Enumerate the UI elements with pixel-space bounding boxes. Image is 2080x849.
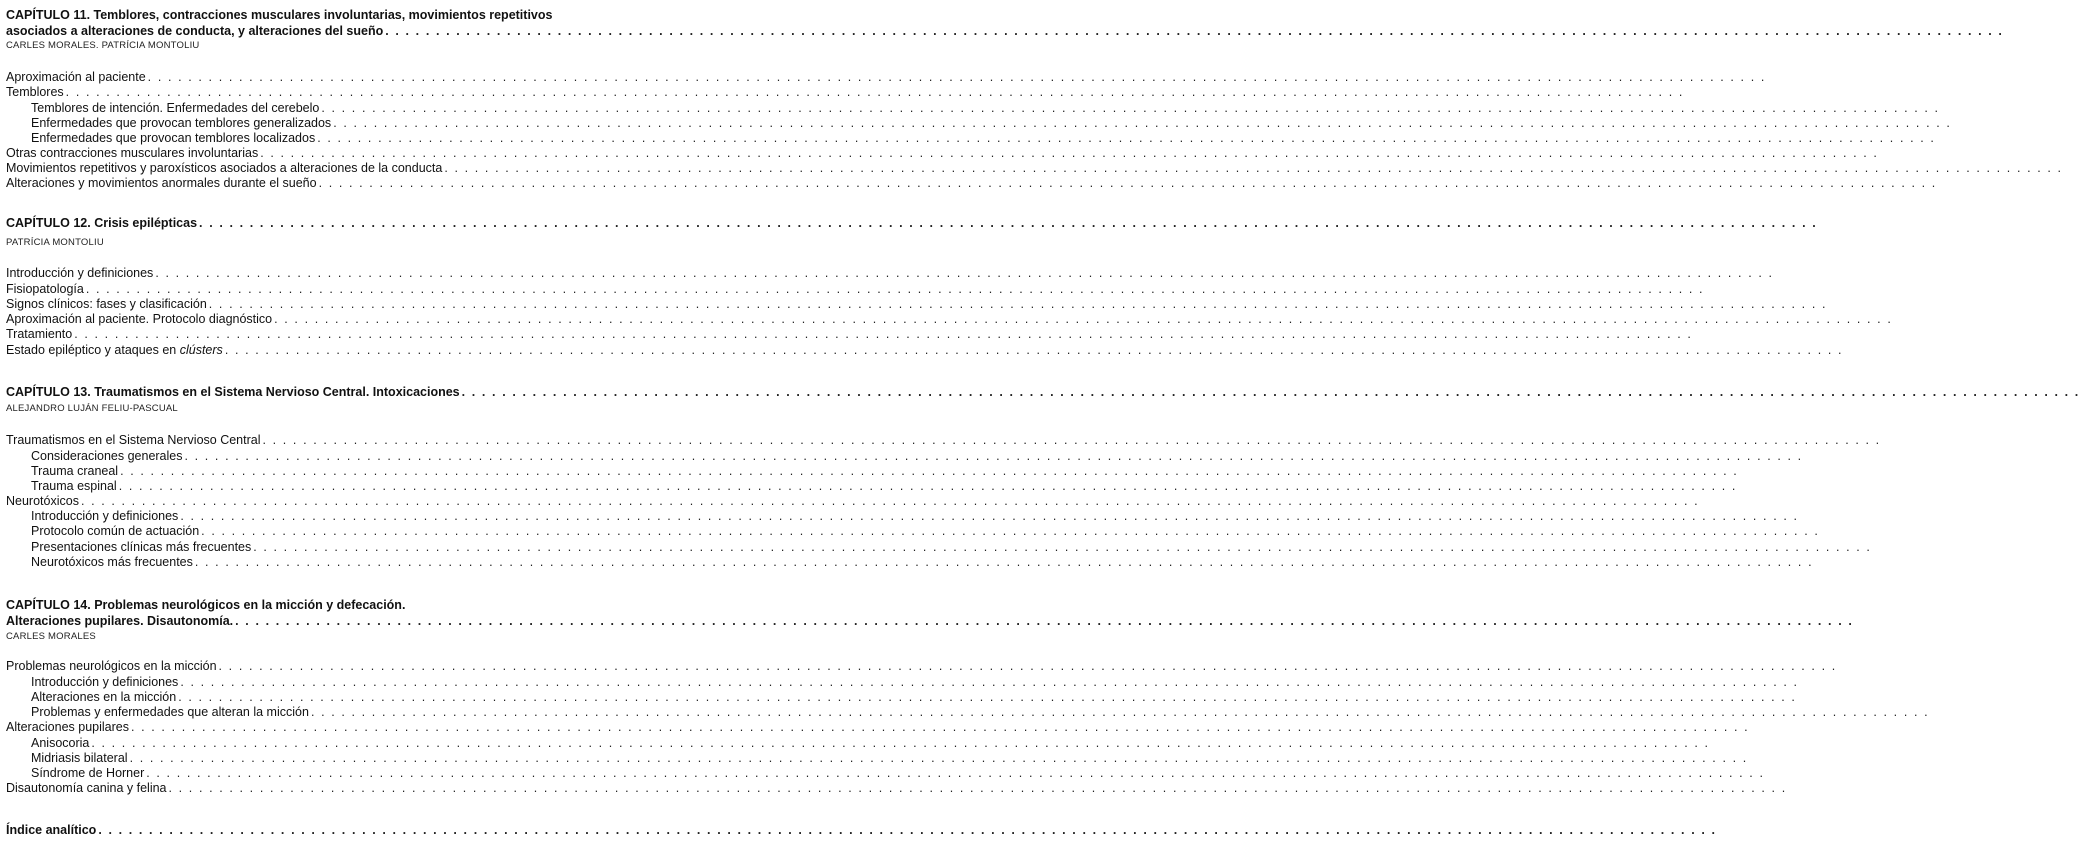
dot-leader: . . . . . . . . . . . . . . . . . . . . . . . . . . . . . . . . . . . . . . . . . . . . . . . . . . . . . . . . . . . . . . . . . . . . . . . . . . . . . . . . . . . . . . . . . . . . . . . . . . . . . . . . . . . . . . . . . . . . . . . . . . . . . . . . . . . . . . . . . . . . . . . . . . . . . . . . . . . . . . . .	[385, 24, 2004, 38]
index-entry-text: Índice analítico	[6, 823, 97, 837]
toc-entry	[0, 720, 1750, 735]
toc-entry	[0, 297, 1828, 312]
chapter-title-line	[0, 385, 2080, 400]
dot-leader: . . . . . . . . . . . . . . . . . . . . . . . . . . . . . . . . . . . . . . . . . . . . . . . . . . . . . . . . . . . . . . . . . . . . . . . . . . . . . . . . . . . . . . . . . . . . . . . . . . . . . . . . . . . . . . . . . . . . . . . . . . . . . . . . . . . . . . . . . . . . . . . . . . . . . . . . . . . . . . . .	[194, 555, 1814, 569]
dot-leader: . . . . . . . . . . . . . . . . . . . . . . . . . . . . . . . . . . . . . . . . . . . . . . . . . . . . . . . . . . . . . . . . . . . . . . . . . . . . . . . . . . . . . . . . . . . . . . . . . . . . . . . . . . . . . . . . . . . . . . . . . . . . . . . . . . . . . . . . . . . . . . . . . . . . . . . . . . . . . . . .	[146, 766, 1765, 780]
toc-entry-text: Fisiopatología	[6, 282, 84, 296]
toc-entry	[0, 705, 1930, 720]
toc-entry	[0, 781, 1787, 796]
dot-leader: . . . . . . . . . . . . . . . . . . . . . . . . . . . . . . . . . . . . . . . . . . . . . . . . . . . . . . . . . . . . . . . . . . . . . . . . . . . . . . . . . . . . . . . . . . . . . . . . . . . . . . . . . . . . . . . . . . . . . . . . . . . . . . . . . . . . . . . . . . . . . . . . . . . . . . . . . . . . . . . .	[310, 705, 1930, 719]
toc-entry-text: Otras contracciones musculares involuntarias	[6, 146, 259, 160]
toc-entry	[0, 312, 1893, 327]
dot-leader: . . . . . . . . . . . . . . . . . . . . . . . . . . . . . . . . . . . . . . . . . . . . . . . . . . . . . . . . . . . . . . . . . . . . . . . . . . . . . . . . . . . . . . . . . . . . . . . . . . . . . . . . . . . . . . . . . . . . . . . . . . . . . . . . . . . . . . . . . . . . . . . . . . . . . . . . . . . . . . . .	[120, 464, 1739, 478]
toc-entry-text: Signos clínicos: fases y clasificación	[6, 297, 207, 311]
dot-leader: . . . . . . . . . . . . . . . . . . . . . . . . . . . . . . . . . . . . . . . . . . . . . . . . . . . . . . . . . . . . . . . . . . . . . . . . . . . . . . . . . . . . . . . . . . . . . . . . . . . . . . . . . . . . . . . . . . . . . . . . . . . . . . . . . . . . . . . . . . . . . . . . . . . . . . . . . . . . . . . .	[224, 343, 1844, 357]
toc-entry	[0, 327, 1693, 342]
dot-leader: . . . . . . . . . . . . . . . . . . . . . . . . . . . . . . . . . . . . . . . . . . . . . . . . . . . . . . . . . . . . . . . . . . . . . . . . . . . . . . . . . . . . . . . . . . . . . . . . . . . . . . . . . . . . . . . . . . . . . . . . . . . . . . . . . . . . . . . . . . . . . . . . . . . . . . . . . . . . . . . .	[129, 751, 1748, 765]
toc-entry-text: Enfermedades que provocan temblores generalizados	[31, 116, 332, 130]
chapter-title-line	[0, 8, 600, 23]
toc-entry	[0, 343, 1844, 358]
dot-leader: . . . . . . . . . . . . . . . . . . . . . . . . . . . . . . . . . . . . . . . . . . . . . . . . . . . . . . . . . . . . . . . . . . . . . . . . . . . . . . . . . . . . . . . . . . . . . . . . . . . . . . . . . . . . . . . . . . . . . . . . . . . . . . . . . . . . . . . . . . . . . . . . . . . . . . . . . . . . . . . .	[235, 614, 1854, 628]
chapter-authors: ALEJANDRO LUJÁN FELIU-PASCUAL	[6, 403, 178, 414]
toc-entry-text: Aproximación al paciente	[6, 70, 146, 84]
chapter-title-line-text: Alteraciones pupilares. Disautonomía.	[6, 614, 234, 628]
toc-entry-text: Alteraciones en la micción	[31, 690, 177, 704]
dot-leader: . . . . . . . . . . . . . . . . . . . . . . . . . . . . . . . . . . . . . . . . . . . . . . . . . . . . . . . . . . . . . . . . . . . . . . . . . . . . . . . . . . . . . . . . . . . . . . . . . . . . . . . . . . . . . . . . . . . . . . . . . . . . . . . . . . . . . . . . . . . . . . . . . . . . . . . . . . . . . . . .	[91, 736, 1710, 750]
dot-leader: . . . . . . . . . . . . . . . . . . . . . . . . . . . . . . . . . . . . . . . . . . . . . . . . . . . . . . . . . . . . . . . . . . . . . . . . . . . . . . . . . . . . . . . . . . . . . . . . . . . . . . . . . . . . . . . . . . . . . . . . . . . . . . . . . . . . . . . . . . . . . . . . . . . . . . . . . . . . . . . .	[461, 385, 2080, 399]
dot-leader: . . . . . . . . . . . . . . . . . . . . . . . . . . . . . . . . . . . . . . . . . . . . . . . . . . . . . . . . . . . . . . . . . . . . . . . . . . . . . . . . . . . . . . . . . . . . . . . . . . . . . . . . . . . . . . . . . . . . . . . . . . . . . . . . . . . . . . . . . . . . . . . . . . . . . . . . . . . . . . . .	[201, 524, 1820, 538]
dot-leader: . . . . . . . . . . . . . . . . . . . . . . . . . . . . . . . . . . . . . . . . . . . . . . . . . . . . . . . . . . . . . . . . . . . . . . . . . . . . . . . . . . . . . . . . . . . . . . . . . . . . . . . . . . . . . . . . . . . . . . . . . . . . . . . . . . . . . . . . . . . . . . . . . . . . . . . . . . . . . . . .	[199, 216, 1818, 230]
chapter-authors: PATRÍCIA MONTOLIU	[6, 237, 104, 248]
toc-entry	[0, 494, 1700, 509]
dot-leader: . . . . . . . . . . . . . . . . . . . . . . . . . . . . . . . . . . . . . . . . . . . . . . . . . . . . . . . . . . . . . . . . . . . . . . . . . . . . . . . . . . . . . . . . . . . . . . . . . . . . . . . . . . . . . . . . . . . . . . . . . . . . . . . . . . . . . . . . . . . . . . . . . . . . . . . . . . . . . . . .	[262, 433, 1881, 447]
chapter-title-line	[0, 614, 1854, 629]
toc-entry-text: Consideraciones generales	[31, 449, 183, 463]
toc-entry	[0, 433, 1881, 448]
dot-leader: . . . . . . . . . . . . . . . . . . . . . . . . . . . . . . . . . . . . . . . . . . . . . . . . . . . . . . . . . . . . . . . . . . . . . . . . . . . . . . . . . . . . . . . . . . . . . . . . . . . . . . . . . . . . . . . . . . . . . . . . . . . . . . . . . . . . . . . . . . . . . . . . . . . . . . . . . . . . . . . .	[85, 282, 1705, 296]
toc-entry	[0, 146, 1879, 161]
toc-entry-text: Estado epiléptico y ataques en clústers	[6, 343, 223, 357]
toc-entry-text: Trauma espinal	[31, 479, 117, 493]
dot-leader: . . . . . . . . . . . . . . . . . . . . . . . . . . . . . . . . . . . . . . . . . . . . . . . . . . . . . . . . . . . . . . . . . . . . . . . . . . . . . . . . . . . . . . . . . . . . . . . . . . . . . . . . . . . . . . . . . . . . . . . . . . . . . . . . . . . . . . . . . . . . . . . . . . . . . . . . . . . . . . . .	[321, 101, 1940, 115]
toc-entry-text: Presentaciones clínicas más frecuentes	[31, 540, 252, 554]
toc-entry	[0, 101, 1940, 116]
dot-leader: . . . . . . . . . . . . . . . . . . . . . . . . . . . . . . . . . . . . . . . . . . . . . . . . . . . . . . . . . . . . . . . . . . . . . . . . . . . . . . . . . . . . . . . . . . . . . . . . . . . . . . . . . . . . . . . . . . . . . . . . . . . . . . . . . . . . . . . . . . . . . . . . . . . . . . . . . . . . . . . .	[260, 146, 1879, 160]
dot-leader: . . . . . . . . . . . . . . . . . . . . . . . . . . . . . . . . . . . . . . . . . . . . . . . . . . . . . . . . . . . . . . . . . . . . . . . . . . . . . . . . . . . . . . . . . . . . . . . . . . . . . . . . . . . . . . . . . . . . . . . . . . . . . . . . . . . . . . . . . . . . . . . . . . . . . . . . . . . . . . . .	[180, 675, 1799, 689]
dot-leader: . . . . . . . . . . . . . . . . . . . . . . . . . . . . . . . . . . . . . . . . . . . . . . . . . . . . . . . . . . . . . . . . . . . . . . . . . . . . . . . . . . . . . . . . . . . . . . . . . . . . . . . . . . . . . . . . . . . . . . . . . . . . . . . . . . . . . . . . . . . . . . . . . . . . . . . . . . . . . . . .	[147, 70, 1766, 84]
toc-entry	[0, 70, 1766, 85]
toc-entry-text: Síndrome de Horner	[31, 766, 145, 780]
toc-entry-text: Traumatismos en el Sistema Nervioso Central	[6, 433, 261, 447]
toc-entry	[0, 449, 1803, 464]
index-entry	[0, 823, 1717, 838]
toc-entry-text: Aproximación al paciente. Protocolo diagnóstico	[6, 312, 273, 326]
toc-entry-text: Introducción y definiciones	[31, 509, 179, 523]
dot-leader: . . . . . . . . . . . . . . . . . . . . . . . . . . . . . . . . . . . . . . . . . . . . . . . . . . . . . . . . . . . . . . . . . . . . . . . . . . . . . . . . . . . . . . . . . . . . . . . . . . . . . . . . . . . . . . . . . . . . . . . . . . . . . . . . . . . . . . . . . . . . . . . . . . . . . . . . . . . . . . . .	[155, 266, 1774, 280]
toc-entry	[0, 116, 1952, 131]
chapter-title-line	[0, 598, 600, 613]
toc-entry	[0, 131, 1936, 146]
chapter-authors: CARLES MORALES. PATRÍCIA MONTOLIU	[6, 40, 200, 51]
dot-leader: . . . . . . . . . . . . . . . . . . . . . . . . . . . . . . . . . . . . . . . . . . . . . . . . . . . . . . . . . . . . . . . . . . . . . . . . . . . . . . . . . . . . . . . . . . . . . . . . . . . . . . . . . . . . . . . . . . . . . . . . . . . . . . . . . . . . . . . . . . . . . . . . . . . . . . . . . . . . . . . .	[218, 659, 1837, 673]
chapter-title-line	[0, 24, 2004, 39]
toc-entry	[0, 540, 1872, 555]
toc-entry-text: Protocolo común de actuación	[31, 524, 200, 538]
toc-entry	[0, 85, 1684, 100]
toc-entry-text: Trauma craneal	[31, 464, 119, 478]
dot-leader: . . . . . . . . . . . . . . . . . . . . . . . . . . . . . . . . . . . . . . . . . . . . . . . . . . . . . . . . . . . . . . . . . . . . . . . . . . . . . . . . . . . . . . . . . . . . . . . . . . . . . . . . . . . . . . . . . . . . . . . . . . . . . . . . . . . . . . . . . . . . . . . . . . . . . . . . . . . . . . . .	[317, 131, 1936, 145]
chapter-authors: CARLES MORALES	[6, 631, 96, 642]
toc-entry	[0, 675, 1799, 690]
toc-entry	[0, 751, 1748, 766]
toc-entry	[0, 736, 1710, 751]
chapter-title-line-text: CAPÍTULO 14. Problemas neurológicos en la micción y defecación.	[6, 598, 406, 612]
toc-entry-text: Problemas y enfermedades que alteran la micción	[31, 705, 309, 719]
chapter-title-line	[0, 216, 1818, 231]
toc-entry	[0, 509, 1799, 524]
dot-leader: . . . . . . . . . . . . . . . . . . . . . . . . . . . . . . . . . . . . . . . . . . . . . . . . . . . . . . . . . . . . . . . . . . . . . . . . . . . . . . . . . . . . . . . . . . . . . . . . . . . . . . . . . . . . . . . . . . . . . . . . . . . . . . . . . . . . . . . . . . . . . . . . . . . . . . . . . . . . . . . .	[274, 312, 1893, 326]
toc-entry	[0, 690, 1797, 705]
toc-entry-text: Enfermedades que provocan temblores localizados	[31, 131, 316, 145]
toc-entry-text: Introducción y definiciones	[6, 266, 154, 280]
chapter-title-line-text: CAPÍTULO 11. Temblores, contracciones musculares involuntarias, movimientos repetitivos	[6, 8, 553, 22]
toc-entry	[0, 524, 1820, 539]
dot-leader: . . . . . . . . . . . . . . . . . . . . . . . . . . . . . . . . . . . . . . . . . . . . . . . . . . . . . . . . . . . . . . . . . . . . . . . . . . . . . . . . . . . . . . . . . . . . . . . . . . . . . . . . . . . . . . . . . . . . . . . . . . . . . . . . . . . . . . . . . . . . . . . . . . . . . . . . . . . . . . . .	[253, 540, 1872, 554]
toc-entry-text: Neurotóxicos más frecuentes	[31, 555, 193, 569]
toc-entry-text: Temblores de intención. Enfermedades del cerebelo	[31, 101, 320, 115]
chapter-title-line-text: CAPÍTULO 13. Traumatismos en el Sistema Nervioso Central. Intoxicaciones	[6, 385, 460, 399]
dot-leader: . . . . . . . . . . . . . . . . . . . . . . . . . . . . . . . . . . . . . . . . . . . . . . . . . . . . . . . . . . . . . . . . . . . . . . . . . . . . . . . . . . . . . . . . . . . . . . . . . . . . . . . . . . . . . . . . . . . . . . . . . . . . . . . . . . . . . . . . . . . . . . . . . . . . . . . . . . . . . . . .	[168, 781, 1787, 795]
dot-leader: . . . . . . . . . . . . . . . . . . . . . . . . . . . . . . . . . . . . . . . . . . . . . . . . . . . . . . . . . . . . . . . . . . . . . . . . . . . . . . . . . . . . . . . . . . . . . . . . . . . . . . . . . . . . . . . . . . . . . . . . . . . . . . . . . . . . . . . . . . . . . . . . . . . . . . . . . . . . . . . .	[80, 494, 1700, 508]
dot-leader: . . . . . . . . . . . . . . . . . . . . . . . . . . . . . . . . . . . . . . . . . . . . . . . . . . . . . . . . . . . . . . . . . . . . . . . . . . . . . . . . . . . . . . . . . . . . . . . . . . . . . . . . . . . . . . . . . . . . . . . . . . . . . . . . . . . . . . . . . . . . . . . . . . . . . . . . . . . . . . . .	[180, 509, 1799, 523]
dot-leader: . . . . . . . . . . . . . . . . . . . . . . . . . . . . . . . . . . . . . . . . . . . . . . . . . . . . . . . . . . . . . . . . . . . . . . . . . . . . . . . . . . . . . . . . . . . . . . . . . . . . . . . . . . . . . . . . . . . . . . . . . . . . . . . . . . . . . . . . . . . . . . . . . . . . . . . . . . . . . . . .	[318, 176, 1937, 190]
dot-leader: . . . . . . . . . . . . . . . . . . . . . . . . . . . . . . . . . . . . . . . . . . . . . . . . . . . . . . . . . . . . . . . . . . . . . . . . . . . . . . . . . . . . . . . . . . . . . . . . . . . . . . . . . . . . . . . . . . . . . . . . . . . . . . . . . . . . . . . . . . . . . . . . . . . . . . . . . . . . . . . .	[65, 85, 1684, 99]
toc-entry-text: Disautonomía canina y felina	[6, 781, 167, 795]
dot-leader: . . . . . . . . . . . . . . . . . . . . . . . . . . . . . . . . . . . . . . . . . . . . . . . . . . . . . . . . . . . . . . . . . . . . . . . . . . . . . . . . . . . . . . . . . . . . . . . . . . . . . . . . . . . . . . . . . . . . . . . . . . . . . . . . . . . . . . . . . . . . . . . . . . . . . . . . . . . . . . . .	[444, 161, 2063, 175]
chapter-title-line-text: asociados a alteraciones de conducta, y alteraciones del sueño	[6, 24, 384, 38]
toc-entry	[0, 766, 1765, 781]
toc-entry	[0, 266, 1774, 281]
dot-leader: . . . . . . . . . . . . . . . . . . . . . . . . . . . . . . . . . . . . . . . . . . . . . . . . . . . . . . . . . . . . . . . . . . . . . . . . . . . . . . . . . . . . . . . . . . . . . . . . . . . . . . . . . . . . . . . . . . . . . . . . . . . . . . . . . . . . . . . . . . . . . . . . . . . . . . . . . . . . . . . .	[333, 116, 1952, 130]
toc-entry	[0, 479, 1737, 494]
toc-entry-text: Alteraciones pupilares	[6, 720, 129, 734]
toc-entry-text: Midriasis bilateral	[31, 751, 128, 765]
toc-entry	[0, 464, 1739, 479]
dot-leader: . . . . . . . . . . . . . . . . . . . . . . . . . . . . . . . . . . . . . . . . . . . . . . . . . . . . . . . . . . . . . . . . . . . . . . . . . . . . . . . . . . . . . . . . . . . . . . . . . . . . . . . . . . . . . . . . . . . . . . . . . . . . . . . . . . . . . . . . . . . . . . . . . . . . . . . . . . . . . . . .	[98, 823, 1717, 837]
toc-entry-italic: clústers	[179, 343, 223, 357]
dot-leader: . . . . . . . . . . . . . . . . . . . . . . . . . . . . . . . . . . . . . . . . . . . . . . . . . . . . . . . . . . . . . . . . . . . . . . . . . . . . . . . . . . . . . . . . . . . . . . . . . . . . . . . . . . . . . . . . . . . . . . . . . . . . . . . . . . . . . . . . . . . . . . . . . . . . . . . . . . . . . . . .	[184, 449, 1803, 463]
toc-entry-text: Introducción y definiciones	[31, 675, 179, 689]
dot-leader: . . . . . . . . . . . . . . . . . . . . . . . . . . . . . . . . . . . . . . . . . . . . . . . . . . . . . . . . . . . . . . . . . . . . . . . . . . . . . . . . . . . . . . . . . . . . . . . . . . . . . . . . . . . . . . . . . . . . . . . . . . . . . . . . . . . . . . . . . . . . . . . . . . . . . . . . . . . . . . . .	[131, 720, 1750, 734]
dot-leader: . . . . . . . . . . . . . . . . . . . . . . . . . . . . . . . . . . . . . . . . . . . . . . . . . . . . . . . . . . . . . . . . . . . . . . . . . . . . . . . . . . . . . . . . . . . . . . . . . . . . . . . . . . . . . . . . . . . . . . . . . . . . . . . . . . . . . . . . . . . . . . . . . . . . . . . . . . . . . . . .	[208, 297, 1828, 311]
toc-entry-text: Alteraciones y movimientos anormales durante el sueño	[6, 176, 317, 190]
dot-leader: . . . . . . . . . . . . . . . . . . . . . . . . . . . . . . . . . . . . . . . . . . . . . . . . . . . . . . . . . . . . . . . . . . . . . . . . . . . . . . . . . . . . . . . . . . . . . . . . . . . . . . . . . . . . . . . . . . . . . . . . . . . . . . . . . . . . . . . . . . . . . . . . . . . . . . . . . . . . . . . .	[74, 327, 1693, 341]
toc-entry	[0, 282, 1705, 297]
toc-entry-text: Anisocoria	[31, 736, 90, 750]
toc-entry-text: Movimientos repetitivos y paroxísticos asociados a alteraciones de la conducta	[6, 161, 443, 175]
chapter-title-line-text: CAPÍTULO 12. Crisis epilépticas	[6, 216, 198, 230]
toc-entry-text: Tratamiento	[6, 327, 73, 341]
toc-entry	[0, 176, 1937, 191]
toc-entry	[0, 161, 2063, 176]
dot-leader: . . . . . . . . . . . . . . . . . . . . . . . . . . . . . . . . . . . . . . . . . . . . . . . . . . . . . . . . . . . . . . . . . . . . . . . . . . . . . . . . . . . . . . . . . . . . . . . . . . . . . . . . . . . . . . . . . . . . . . . . . . . . . . . . . . . . . . . . . . . . . . . . . . . . . . . . . . . . . . . .	[118, 479, 1737, 493]
toc-entry	[0, 659, 1837, 674]
toc-entry-text: Problemas neurológicos en la micción	[6, 659, 217, 673]
toc-entry-text: Temblores	[6, 85, 64, 99]
toc-entry-text: Neurotóxicos	[6, 494, 79, 508]
toc-entry	[0, 555, 1814, 570]
dot-leader: . . . . . . . . . . . . . . . . . . . . . . . . . . . . . . . . . . . . . . . . . . . . . . . . . . . . . . . . . . . . . . . . . . . . . . . . . . . . . . . . . . . . . . . . . . . . . . . . . . . . . . . . . . . . . . . . . . . . . . . . . . . . . . . . . . . . . . . . . . . . . . . . . . . . . . . . . . . . . . . .	[178, 690, 1797, 704]
